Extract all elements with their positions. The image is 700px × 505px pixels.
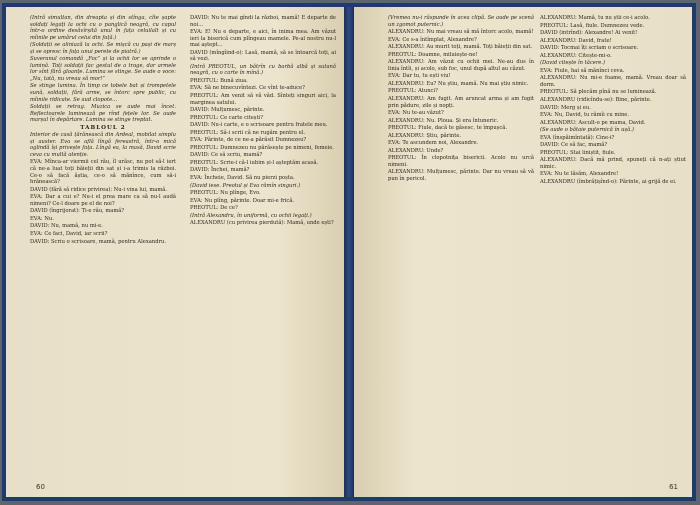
dialogue-line: PREOTUL: Scrie-i că-l iubim și-l așteptăm acasă.	[190, 159, 319, 166]
stage-direction: (Intră simultan, din dreapta și din stînga, cîte șapte soldați legați la ochi cu o panglică neagră, cu capul într-o ordine desăvîrșită unul în fața celuilalt și cu mîinile pe umărul celui din față.)	[30, 15, 176, 41]
dialogue-line: PREOTUL: Stai liniștit, fiule.	[540, 149, 616, 156]
dialogue-line: ALEXANDRU: Mamă, tu nu știi ce-i acolo.	[540, 15, 650, 21]
stage-direction: (Vremea nu-i răspunde în acea clipă. Se aude pe scenă un zgomot puternic.)	[388, 15, 534, 28]
dialogue-line: ALEXANDRU (îmbrățișînd-o): Părinte, ai grijă de ei.	[540, 179, 677, 186]
page-number-left: 60	[36, 483, 45, 491]
dialogue-line: ALEXANDRU: Eu? Nu știu, mamă. Nu mai știu nimic.	[388, 80, 529, 87]
stage-direction: (Se aude o bătaie puternică în ușă.)	[540, 127, 634, 134]
dialogue-line: EVA: Nu plîng, părinte. Doar mi-e frică.	[190, 197, 295, 204]
dialogue-line: DAVID: Ce să fac, mamă?	[540, 142, 608, 149]
dialogue-line: DAVID (intrînd): Alexandre! Ai venit!	[540, 30, 638, 37]
dialogue-line: ALEXANDRU: Nu. Ploua. Și era întuneric.	[388, 117, 499, 124]
dialogue-line: DAVID: Tocmai îți scriam o scrisoare.	[540, 45, 639, 52]
dialogue-line: PREOTUL: Atunci?	[388, 88, 438, 95]
dialogue-line: EVA: Te ascundem noi, Alexandre.	[388, 140, 479, 147]
dialogue-line: PREOTUL: Lasă, fiule. Dumnezeu vede.	[540, 22, 645, 29]
right-column-2	[540, 15, 686, 187]
dialogue-line: DAVID: Nu-i carte, e o scrisoare pentru fratele meu.	[190, 122, 328, 129]
dialogue-line: PREOTUL: Am venit să vă văd. Sînteți singuri aici, la marginea satului.	[190, 93, 336, 106]
dialogue-line: ALEXANDRU: Au murit toți, mamă. Toți băieții din sat.	[388, 44, 533, 51]
dialogue-line: DAVID: Ce să scriu, mamă?	[190, 152, 263, 159]
stage-direction: (Intră Alexandru, în uniformă, cu ochii legați.)	[190, 212, 312, 219]
stage-direction: (David citește în tăcere.)	[540, 60, 606, 67]
book-gutter	[344, 7, 354, 497]
stage-direction: Interior de casă țărănească din Ardeal, mobilat simplu și auster. Eva se află lîngă fereastră, într-o mică oglindă își privește fața. Lîngă ea, la masă, David scrie ceva cu multă atenție.	[30, 132, 176, 158]
stage-direction: (Soldații se aliniază la ochi. Se mișcă cu pași de marș și se opresc în fața unui perete de piatră.)	[30, 42, 176, 55]
dialogue-line: DAVID (fără să ridice privirea): Nu-i vina lui, mamă.	[30, 186, 168, 193]
book-spread	[2, 3, 696, 501]
dialogue-line: PREOTUL: În clopotnița bisericii. Acolo nu urcă nimeni.	[388, 155, 534, 168]
dialogue-line: EVA: Dar a cui e? Nu-i el prea mare ca să nu-l audă nimeni? Ce-l doare pe el de noi?	[30, 194, 176, 207]
dialogue-line: ALEXANDRU: Unde?	[388, 147, 444, 154]
stage-direction: (David iese. Preotul și Eva rămîn singuri.)	[190, 182, 301, 189]
dialogue-line: PREOTUL: Dumnezeu nu părăsește pe nimeni, femeie.	[190, 144, 334, 151]
dialogue-line: PREOTUL: Să plecăm pînă nu se luminează.	[540, 89, 657, 96]
dialogue-line: DAVID (mîngîind-o): Lasă, mamă, să se întoarcă toți, ai să vezi.	[190, 49, 336, 63]
dialogue-line: EVA: Ce s-a întîmplat, Alexandre?	[388, 36, 477, 43]
stage-direction: Se stinge lumina. În timp ce tobele bat și trompetele sună, soldații, fără arme, se întorc spre public, cu mîinile ridicate. Se aud clopote...	[30, 83, 176, 103]
dialogue-line: EVA: Nu.	[30, 215, 54, 222]
dialogue-line: DAVID: Nu, mamă, nu mi-e.	[30, 223, 103, 230]
dialogue-line: ALEXANDRU: David, frate!	[540, 37, 612, 44]
dialogue-line: ALEXANDRU (cu privirea pierdută): Mamă, unde ești?	[190, 220, 334, 227]
dialogue-line: ALEXANDRU: Nu mai vreau să mă întorc acolo, mamă!	[388, 29, 534, 36]
right-page	[354, 7, 692, 497]
dialogue-line: EVA: Încheie, David. Să nu pierzi poșta.	[190, 175, 295, 182]
dialogue-line: EVA: Fiule, hai să mănînci ceva.	[540, 67, 625, 74]
dialogue-line: ALEXANDRU: Mulțumesc, părinte. Dar nu vreau să vă pun în pericol.	[388, 169, 534, 183]
section-heading: TABLOUL 2	[80, 124, 126, 131]
dialogue-line: DAVID: Mulțumesc, părinte.	[190, 107, 265, 114]
dialogue-line: DAVID (îngrijorat): Ți-e rău, mamă?	[30, 208, 125, 215]
dialogue-line: EVA: Ce faci, David, iar scrii?	[30, 230, 108, 237]
stage-direction: (Intră PREOTUL, un bătrîn cu barbă albă și sutană neagră, cu o carte în mînă.)	[190, 63, 336, 77]
dialogue-line: EVA: Nu te-au văzut?	[388, 110, 444, 117]
dialogue-line: DAVID: Scriu o scrisoare, mamă, pentru Alexandru.	[30, 238, 167, 245]
dialogue-line: PREOTUL: Să-i scrii că ne rugăm pentru el.	[190, 129, 306, 136]
dialogue-line: DAVID: Merg și eu.	[540, 104, 591, 111]
dialogue-line: EVA: Nu, David, tu rămîi cu mine.	[540, 112, 630, 119]
dialogue-line: EVA: Părinte, de ce ne-a părăsit Dumnezeu?	[190, 137, 307, 144]
left-column-2	[190, 15, 336, 228]
dialogue-line: PREOTUL: Nu plînge, Evo.	[190, 190, 261, 197]
left-column-1	[30, 15, 176, 246]
dialogue-line: ALEXANDRU: Ascult-o pe mama, David.	[540, 119, 646, 126]
dialogue-line: PREOTUL: Ce carte citești?	[190, 114, 263, 121]
dialogue-line: PREOTUL: Fiule, dacă te găsesc, te împușcă.	[388, 125, 507, 132]
dialogue-line: ALEXANDRU: Am fugit. Am aruncat arma și am fugit prin pădure, zile și nopți.	[388, 96, 534, 109]
dialogue-line: EVA: Nu te lăsăm, Alexandre!	[540, 171, 619, 178]
left-page	[6, 7, 344, 497]
page-number-right: 61	[669, 483, 678, 491]
stage-direction: Suveranul comandă „Foc” și la ochii lor se aprinde o lumină. Toți soldații fac gestul de a trage, dar armele lor sînt fără gloanțe. Lumina se stinge. Se aude o voce: „Nu, tată, nu vreau să mor!”	[30, 56, 176, 82]
dialogue-line: ALEXANDRU (ridicîndu-se): Bine, părinte.	[540, 97, 652, 104]
dialogue-line: PREOTUL: Bună ziua.	[190, 77, 248, 84]
dialogue-line: EVA: Mînca-ar viermii cel rău, îl urăsc, nu pot să-l iert că ne-a luat toți băieții din sat și i-a trimis la război. Ce-o să facă ăștia, ce-o să mănînce, cum să-i hrănească?	[30, 159, 176, 186]
dialogue-line: ALEXANDRU: Dacă mă prind, spuneți că n-ați știut nimic.	[540, 157, 686, 170]
dialogue-line: ALEXANDRU: Nu mi-e foame, mamă. Vreau doar să dorm.	[540, 75, 686, 88]
right-column-1	[388, 15, 534, 184]
dialogue-line: EVA: E! Nu e departe, e aici, în inima mea. Am văzut ieri la biserică cum plîngeau mamele. Pe-al nostru nu-l mai aștept...	[190, 29, 336, 49]
dialogue-line: EVA (înspăimîntată): Cine-i?	[540, 134, 615, 141]
dialogue-line: DAVID: Închei, mamă?	[190, 167, 250, 174]
dialogue-line: DAVID: Nu te mai gîndi la război, mamă! E departe de noi...	[190, 15, 336, 28]
dialogue-line: EVA: Să ne binecuvîntezi. Ce vînt te-aduce?	[190, 85, 305, 92]
stage-direction: Soldații se retrag. Muzica se aude mai încet. Reflectoarele luminează pe rînd fețele lor. Se aude marșul în depărtare. Lumina se stinge treptat.	[30, 104, 176, 124]
dialogue-line: ALEXANDRU: Știu, părinte.	[388, 132, 462, 139]
dialogue-line: PREOTUL: De ce?	[190, 205, 238, 212]
dialogue-line: ALEXANDRU: Am văzut cu ochii mei. Ne-au dus în linia întîi, și acolo, sub foc, unul după altul au căzut.	[388, 59, 534, 72]
dialogue-line: EVA: Dar tu, tu ești viu!	[388, 73, 451, 80]
dialogue-line: PREOTUL: Doamne, miluiește-ne!	[388, 51, 478, 58]
dialogue-line: ALEXANDRU: Citește-mi-o.	[540, 52, 612, 59]
